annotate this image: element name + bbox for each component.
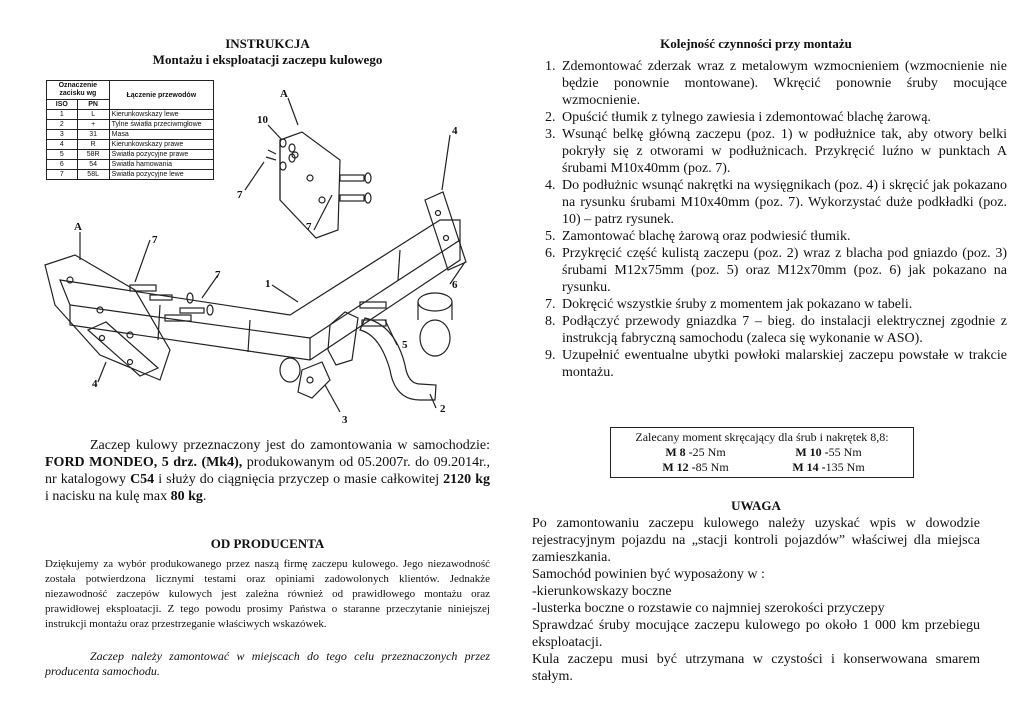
wiring-head-desc: Łączenie przewodów: [109, 81, 213, 110]
label-2: 2: [440, 403, 446, 415]
steps-title: Kolejność czynności przy montażu: [660, 36, 852, 51]
label-7-a: 7: [237, 189, 243, 201]
wiring-cell-pn: 58R: [77, 150, 109, 160]
nut-plate-bottom: [88, 322, 158, 376]
leader-lines: [80, 98, 465, 412]
wiring-cell-desc: Światła hamowania: [109, 160, 213, 170]
intro-ball-load: 80 kg: [170, 489, 203, 504]
label-5: 5: [402, 339, 408, 351]
intro-trailer-mass: 2120 kg: [443, 472, 490, 487]
assembly-step: 5. Zamontować blachę żarową oraz podwiesić tłumik.: [559, 228, 1007, 245]
assembly-step: 6. Przykręcić część kulistą zaczepu (poz. 2) wraz z blacha pod gniazdo (poz. 3) śrubami M12x75mm (poz. 5) oraz M12x70mm (poz. 6) jak pokazano na rysunku.: [559, 245, 1007, 296]
warning-line: Kula zaczepu musi być utrzymana w czystości i konserwowana smarem stałym.: [532, 652, 980, 684]
label-7-c: 7: [306, 221, 312, 233]
bolt-set-top: [266, 139, 371, 203]
assembly-step: 7. Dokręcić wszystkie śruby z momentem jak pokazano w tabeli.: [559, 296, 1007, 313]
assembly-step: 8. Podłączyć przewody gniazdka 7 – bieg. do instalacji elektrycznej zgodnie z instrukcją fabryczną samochodu (zaleca się wykonanie w ASO).: [559, 313, 1007, 347]
warning-line: Samochód powinien być wyposażony w :: [532, 567, 765, 582]
label-1: 1: [265, 278, 271, 290]
intro-text-1: Zaczep kulowy przeznaczony jest do zamontowania w samochodzie:: [90, 438, 490, 453]
label-7-d: 7: [215, 269, 221, 281]
label-4-top: 4: [452, 125, 458, 137]
assembly-step: 1. Zdemontować zderzak wraz z metalowym wzmocnieniem (wzmocnienie nie będzie ponownie montowane). Wkręcić ponownie śruby mocujące wzmocnienie.: [559, 58, 1007, 109]
producer-title: OD PRODUCENTA: [210, 536, 325, 551]
wiring-cell-iso: 1: [47, 110, 78, 120]
intro-car-model: FORD MONDEO, 5 drz. (Mk4),: [45, 455, 243, 470]
torque-m8-label: M 8 -: [665, 445, 693, 459]
assembly-step: 2. Opuścić tłumik z tylnego zawiesia i zdemontować blachę żarową.: [559, 109, 1007, 126]
assembly-steps-list: [532, 58, 1007, 381]
wiring-cell-iso: 2: [47, 120, 78, 130]
intro-catalog-number: C54: [130, 472, 155, 487]
assembly-step: 9. Uzupełnić ewentualne ubytki powłoki malarskiej zaczepu powstałe w trakcie montażu.: [559, 347, 1007, 381]
wiring-head-iso: ISO: [47, 100, 78, 110]
torque-m12-label: M 12 -: [662, 460, 696, 474]
label-4-bottom: 4: [92, 378, 98, 390]
wiring-head-pn: PN: [77, 100, 109, 110]
socket-plate: [280, 302, 386, 398]
warning-line: -lusterka boczne o rozstawie co najmniej szerokości przyczepy: [532, 601, 885, 616]
torque-m10-value: 55 Nm: [828, 445, 862, 459]
wiring-head-group: Oznaczenie zacisku wg: [47, 81, 110, 100]
wiring-cell-pn: L: [77, 110, 109, 120]
warning-block: [532, 515, 980, 685]
title-line-2: Montażu i eksploatacji zaczepu kulowego: [152, 52, 383, 67]
wiring-cell-pn: R: [77, 140, 109, 150]
torque-m14: [764, 460, 894, 475]
wiring-cell-iso: 7: [47, 170, 78, 180]
warning-title: UWAGA: [731, 498, 781, 513]
title-line-1: INSTRUKCJA: [225, 36, 310, 51]
torque-m12-value: 85 Nm: [695, 460, 729, 474]
intro-text-5: .: [202, 489, 207, 504]
intro-text-4: i nacisku na kulę max: [45, 489, 171, 504]
assembly-step: 4. Do podłużnic wsunąć nakrętki na wysięgnikach (poz. 4) i skręcić jak pokazano na rysunku śrubami M10x40mm (poz. 7). Wykorzystać duże podkładki (poz. 10) – patrz rysunek.: [559, 177, 1007, 228]
wiring-cell-desc: Masa: [109, 130, 213, 140]
torque-header: Zalecany moment skręcający dla śrub i nakrętek 8,8:: [635, 430, 889, 444]
torque-m8-value: 25 Nm: [692, 445, 726, 459]
intro-text-3: i służy do ciągnięcia przyczep o masie całkowitej: [154, 472, 444, 487]
main-beam: [60, 220, 460, 360]
warning-line: -kierunkowskazy boczne: [532, 584, 672, 599]
wiring-cell-desc: Kierunkowskazy prawe: [109, 140, 213, 150]
torque-m10-label: M 10 -: [795, 445, 829, 459]
wiring-cell-desc: Tylne światła przeciwmgłowe: [109, 120, 213, 130]
warning-line: Sprawdzać śruby mocujące zaczepu kulowego po około 1 000 km przebiegu eksploatacji.: [532, 618, 980, 650]
torque-m8: [631, 445, 761, 460]
label-A-left: A: [74, 221, 82, 233]
label-6: 6: [452, 279, 458, 291]
label-7-b: 7: [152, 234, 158, 246]
wiring-cell-desc: Kierunkowskazy lewe: [109, 110, 213, 120]
intro-text-2: produkowanym od 05.2007r. do 09.2014r., nr katalogowy: [45, 455, 490, 487]
torque-table: [610, 427, 914, 478]
warning-line: Po zamontowaniu zaczepu kulowego należy uzyskać wpis w dowodzie rejestracyjnym pojazdu na „stacji kontroli pojazdów” właściwej dla miejsca zamieszkania.: [532, 516, 980, 565]
label-10: 10: [257, 114, 268, 126]
wiring-cell-iso: 3: [47, 130, 78, 140]
wiring-cell-pn: 31: [77, 130, 109, 140]
wiring-cell-pn: 54: [77, 160, 109, 170]
torque-m14-value: 135 Nm: [825, 460, 865, 474]
wiring-cell-iso: 5: [47, 150, 78, 160]
instruction-title: [45, 36, 490, 68]
wiring-cell-pn: +: [77, 120, 109, 130]
torque-m12: [631, 460, 761, 475]
label-3: 3: [342, 414, 348, 426]
wiring-cell-desc: Światła pozycyjne prawe: [109, 150, 213, 160]
label-A-top: A: [280, 88, 288, 100]
assembly-step: 3. Wsunąć belkę główną zaczepu (poz. 1) w podłużnice tak, aby otwory belki pokryły się z otworami w podłużnicach. Przykręcić luźno w punktach A śrubami M10x40mm (poz. 7).: [559, 126, 1007, 177]
vehicle-intro-paragraph: [45, 437, 490, 505]
tow-hitch-assembly-diagram: [40, 80, 490, 430]
wiring-cell-desc: Światła pozycyjne lewe: [109, 170, 213, 180]
producer-text: Dziękujemy za wybór produkowanego przez naszą firmę zaczepu kulowego. Jego niezawodność została potwierdzona licznymi testami oraz opiniami zadowolonych klientów. Jednakże niezawodność zaczepów kulowych jest zależna również od prawidłowego montażu oraz prawidłowej eksploatacji. Z tego powodu prosimy Państwa o staranne przeczytanie niniejszej instrukcji montażu oraz przestrzeganie właściwych wskazówek.: [45, 558, 490, 630]
producer-italic-note: Zaczep należy zamontować w miejscach do tego celu przeznaczonych przez producenta samochodu.: [45, 649, 490, 678]
wiring-cell-iso: 6: [47, 160, 78, 170]
wiring-cell-iso: 4: [47, 140, 78, 150]
torque-m14-label: M 14 -: [792, 460, 826, 474]
wiring-cell-pn: 58L: [77, 170, 109, 180]
torque-m10: [764, 445, 894, 460]
